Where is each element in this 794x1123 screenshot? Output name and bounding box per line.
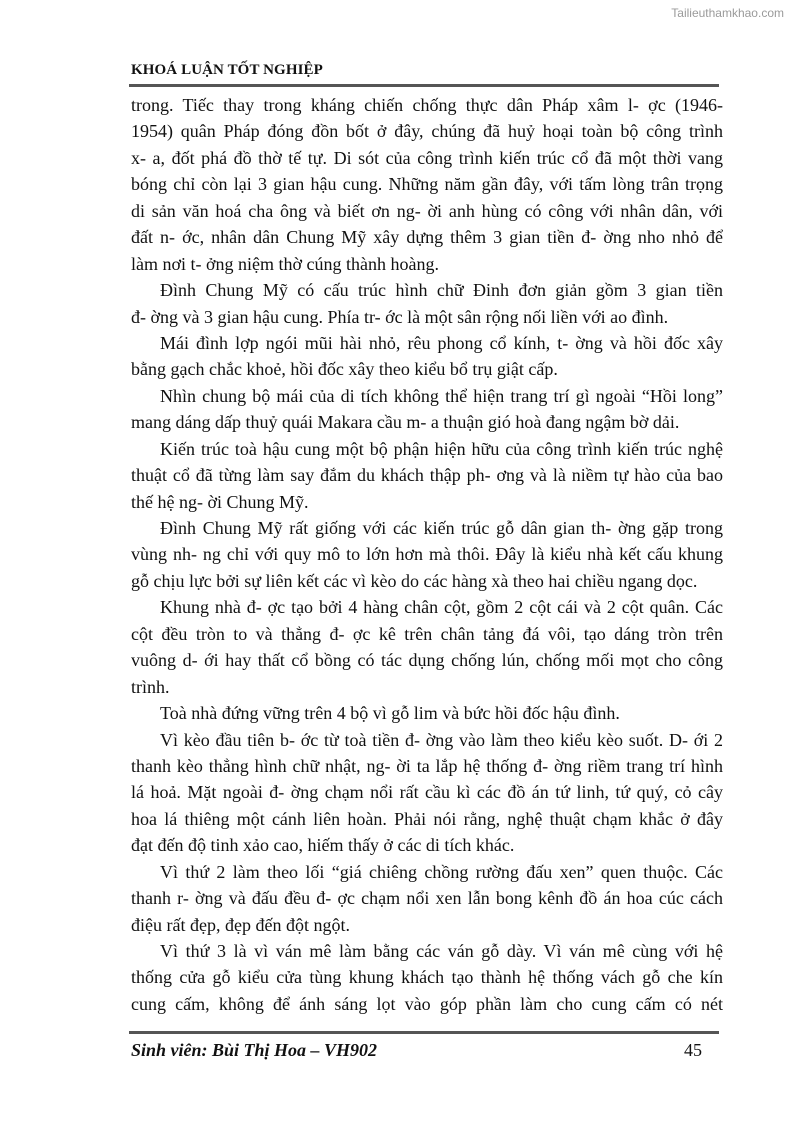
header-rule	[129, 84, 719, 87]
text-line: làm nơi t- ởng niệm thờ cúng thành hoàng.	[131, 253, 440, 274]
paragraph	[131, 594, 723, 700]
text-line: vuông d- ới hay thất cổ bồng có tác dụng chống lún, chống mối mọt cho công	[131, 650, 723, 671]
text-line: thanh r- ờng và đấu đều đ- ợc chạm nổi xen lẫn bong kênh đồ án hoa cúc cách	[131, 888, 723, 909]
text-line: bóng chỉ còn lại 3 gian hậu cung. Những năm gần đây, với tấm lòng trân trọng	[131, 174, 723, 195]
page-number: 45	[684, 1040, 702, 1060]
text-line: điệu rất đẹp, đẹp đến đột ngột.	[131, 914, 350, 935]
paragraph	[131, 277, 723, 330]
text-line: Nhìn chung bộ mái của di tích không thể hiện trang trí gì ngoài “Hồi long”	[160, 385, 723, 406]
text-line: trong. Tiếc thay trong kháng chiến chống thực dân Pháp xâm l- ợc (1946-	[131, 95, 723, 115]
text-line: lá hoả. Mặt ngoài đ- ờng chạm nổi rất cầu kì các đồ án tứ linh, tứ quý, cỏ cây	[131, 782, 723, 803]
text-line: hoa lá thiêng một cánh liên hoàn. Phải nói rằng, nghệ thuật chạm khắc ở đây	[131, 808, 723, 829]
text-line: cột đều tròn to và thẳng đ- ợc kê trên chân tảng đá vôi, tạo dáng tròn trên	[131, 623, 723, 644]
paragraph	[131, 727, 723, 859]
watermark: Tailieuthamkhao.com	[671, 6, 784, 20]
text-line: di sản văn hoá cha ông và biết ơn ng- ời anh hùng có công với nhân dân, với	[131, 200, 723, 221]
text-line: thế hệ ng- ời Chung Mỹ.	[131, 491, 309, 512]
text-line: mang dáng dấp thuỷ quái Makara cầu m- a thuận gió hoà đang ngậm bờ dải.	[131, 412, 680, 433]
paragraph	[131, 515, 723, 594]
paragraph	[131, 436, 723, 515]
paragraph	[131, 330, 723, 383]
text-line: bằng gạch chắc khoẻ, hồi đốc xây theo kiểu bổ trụ giật cấp.	[131, 359, 558, 380]
text-line: Vì thứ 3 là vì ván mê làm bằng các ván gỗ dày. Vì ván mê cùng với hệ	[160, 941, 723, 961]
text-line: Đình Chung Mỹ có cấu trúc hình chữ Đinh đơn giản gồm 3 gian tiền	[160, 280, 723, 301]
text-line: Kiến trúc toà hậu cung một bộ phận hiện hữu của công trình kiến trúc nghệ	[160, 438, 723, 459]
text-line: vùng nh- ng chỉ với quy mô to lớn hơn mà thôi. Đây là kiểu nhà kết cấu khung	[131, 544, 723, 565]
text-line: đ- ờng và 3 gian hậu cung. Phía tr- ớc là một sân rộng nối liền với ao đình.	[131, 306, 669, 327]
text-line: cung cấm, không để ánh sáng lọt vào góp phần làm cho cung cấm có nét	[131, 993, 723, 1014]
text-line: Đình Chung Mỹ rất giống với các kiến trúc gỗ dân gian th- ờng gặp trong	[160, 518, 723, 538]
text-line: thống cửa gỗ kiểu cửa tùng khung khách tạo thành hệ thống vách gỗ che kín	[131, 967, 723, 988]
text-line: đạt đến độ tinh xảo cao, hiếm thấy ở các di tích khác.	[131, 835, 515, 856]
text-line: thuật cổ đã từng làm say đắm du khách thập ph- ơng và là niềm tự hào của bao	[131, 465, 723, 486]
text-line: Vì kèo đầu tiên b- ớc từ toà tiền đ- ờng vào làm theo kiểu kèo suốt. D- ới 2	[160, 729, 723, 750]
document-body	[131, 92, 723, 1017]
text-line: Vì thứ 2 làm theo lối “giá chiêng chồng rường đấu xen” quen thuộc. Các	[160, 861, 723, 882]
paragraph	[131, 92, 723, 277]
text-line: Toà nhà đứng vững trên 4 bộ vì gỗ lim và bức hồi đốc hậu đình.	[160, 703, 620, 724]
paragraph	[131, 383, 723, 436]
footer-rule	[129, 1031, 719, 1034]
text-line: thanh kèo thẳng hình chữ nhật, ng- ời ta lắp hệ thống đ- ờng riềm trang trí hình	[131, 755, 723, 776]
paragraph	[131, 859, 723, 938]
text-line: Khung nhà đ- ợc tạo bởi 4 hàng chân cột, gồm 2 cột cái và 2 cột quân. Các	[160, 597, 723, 618]
text-line: đất n- ớc, nhân dân Chung Mỹ xây dựng thêm 3 gian tiền đ- ờng nho nhỏ để	[131, 227, 723, 248]
footer-student: Sinh viên: Bùi Thị Hoa – VH902	[131, 1040, 378, 1060]
text-line: gỗ chịu lực bởi sự liên kết các vì kèo do các hàng xà theo hai chiều ngang dọc.	[131, 570, 698, 591]
text-line: 1954) quân Pháp đóng đồn bốt ở đây, chúng đã huỷ hoại toàn bộ công trình	[131, 121, 723, 142]
text-line: x- a, đốt phá đồ thờ tế tự. Di sót của công trình kiến trúc cổ đã một thời vang	[131, 147, 723, 168]
text-line: Mái đình lợp ngói mũi hài nhỏ, rêu phong cổ kính, t- ờng và hồi đốc xây	[160, 332, 723, 353]
running-header: KHOÁ LUẬN TỐT NGHIỆP	[131, 62, 323, 78]
text-line: trình.	[131, 676, 170, 697]
paragraph	[131, 938, 723, 1017]
paragraph	[131, 700, 723, 726]
